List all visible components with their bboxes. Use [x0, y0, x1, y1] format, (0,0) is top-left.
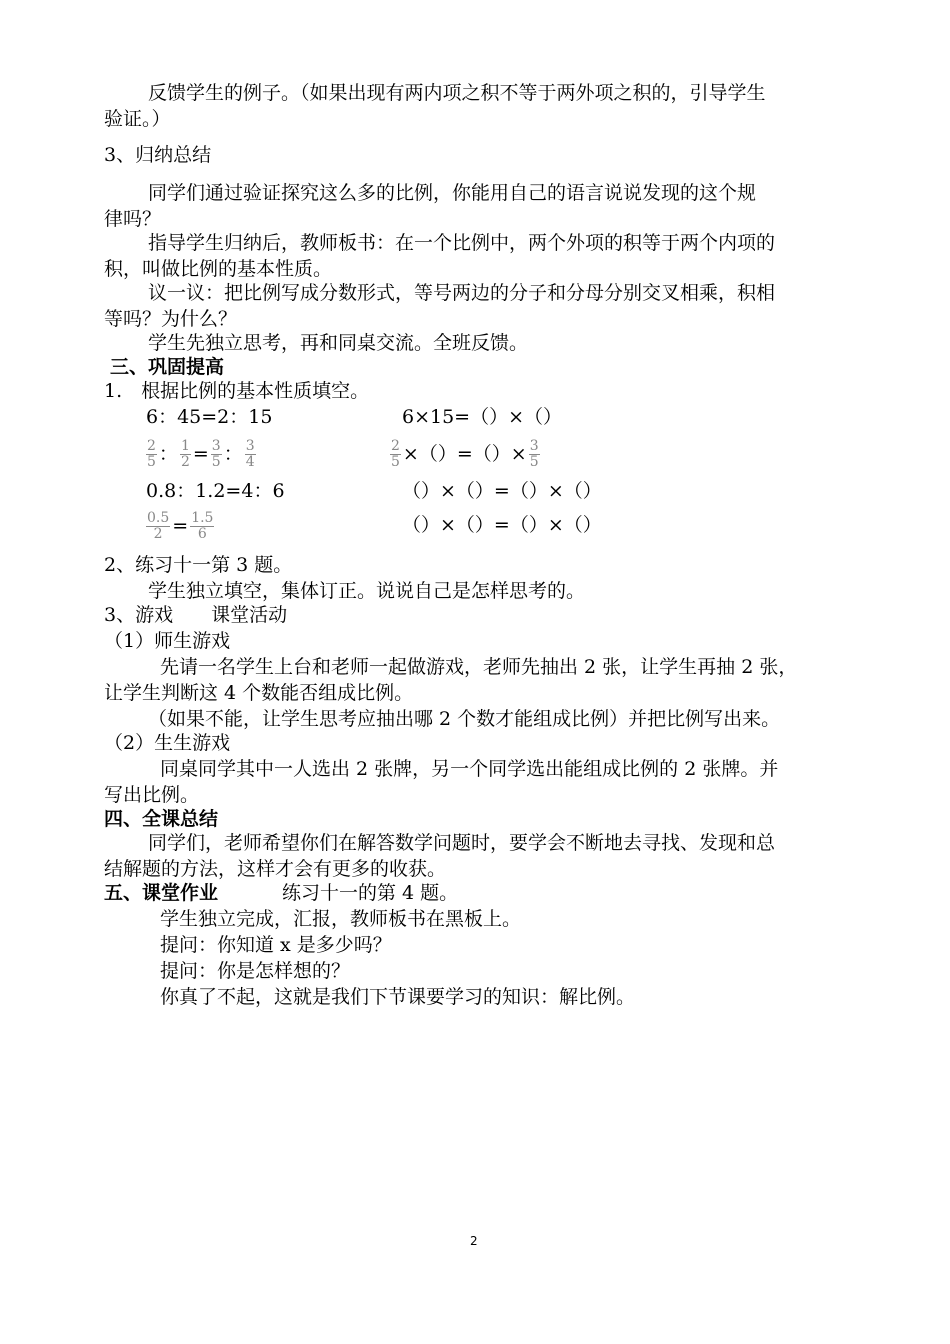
page-number: 2	[470, 1234, 478, 1248]
section-heading-homework: 五、课堂作业	[104, 882, 219, 904]
paragraph-discuss: 议一议：把比例写成分数形式，等号两边的分子和分母分别交叉相乘，积相	[148, 282, 776, 304]
section-heading-summary: 四、全课总结	[104, 808, 219, 830]
paragraph-homework-3: 提问：你是怎样想的？	[160, 960, 351, 982]
fraction: $\frac{1}{2}$	[180, 437, 190, 470]
fraction: $\frac{3}{5}$	[211, 437, 221, 470]
paragraph-feedback: 反馈学生的例子。（如果出现有两内项之积不等于两外项之积的，引导学生	[148, 82, 766, 104]
equation-3-right: （）×（）=（）×（）	[402, 480, 602, 502]
paragraph-summary-cont: 结解题的方法，这样才会有更多的收获。	[104, 858, 447, 880]
section-heading-consolidate: 三、巩固提高	[110, 356, 225, 378]
exercise-item-2: 2、练习十一第 3 题。	[104, 554, 293, 576]
paragraph-board-note: 指导学生归纳后，教师板书：在一个比例中，两个外项的积等于两个内项的	[148, 232, 776, 254]
paragraph-homework-2: 提问：你知道 x 是多少吗？	[160, 934, 392, 956]
equation-3-left: 0.8：1.2=4：6	[146, 480, 285, 502]
exercise-item-1: 1. 根据比例的基本性质填空。	[104, 380, 370, 402]
fraction: $\frac{2}{5}$	[147, 437, 156, 470]
subheading-teacher-game: （1）师生游戏	[104, 630, 231, 652]
exercise-item-3: 3、游戏 课堂活动	[104, 604, 288, 626]
equation-2-left: $\frac{2}{5}$ ： $\frac{1}{2}$ = $\frac{3}{5}$ ： $\frac{3}{4}$	[147, 437, 255, 470]
fraction: $\frac{3}{4}$	[245, 437, 255, 470]
paragraph-board-note-cont: 积，叫做比例的基本性质。	[104, 258, 333, 280]
paragraph-student-game-cont: 写出比例。	[104, 784, 200, 806]
paragraph-teacher-game: 先请一名学生上台和老师一起做游戏，老师先抽出 2 张，让学生再抽 2 张，	[160, 656, 798, 678]
paragraph-summary: 同学们，老师希望你们在解答数学问题时，要学会不断地去寻找、发现和总	[148, 832, 776, 854]
fraction: $\frac{1.5}{6}$	[191, 509, 214, 542]
paragraph-homework-4: 你真了不起，这就是我们下节课要学习的知识：解比例。	[160, 986, 636, 1008]
paragraph-question-cont: 律吗？	[104, 208, 162, 230]
paragraph-teacher-game-cont: 让学生判断这 4 个数能否组成比例。	[104, 682, 414, 704]
paragraph-student-game: 同桌同学其中一人选出 2 张牌，另一个同学选出能组成比例的 2 张牌。并	[160, 758, 779, 780]
paragraph-discuss-cont: 等吗？为什么？	[104, 308, 238, 330]
equation-4-right: （）×（）=（）×（）	[402, 514, 602, 536]
heading-summary: 3、归纳总结	[104, 144, 212, 166]
paragraph-homework-1: 学生独立完成，汇报，教师板书在黑板上。	[160, 908, 522, 930]
fraction: $\frac{2}{5}$	[391, 437, 400, 470]
equation-1-left: 6：45=2：15	[146, 406, 273, 428]
equation-1-right: 6×15=（）×（）	[402, 406, 563, 428]
equation-4-left: $\frac{0.5}{2}$ = $\frac{1.5}{6}$	[147, 509, 214, 542]
homework-assignment: 练习十一的第 4 题。	[282, 882, 459, 904]
exercise-item-2-note: 学生独立填空，集体订正。说说自己是怎样思考的。	[148, 580, 586, 602]
paragraph-teacher-game-note: （如果不能，让学生思考应抽出哪 2 个数才能组成比例）并把比例写出来。	[148, 708, 781, 730]
fraction: $\frac{3}{5}$	[529, 437, 539, 470]
paragraph-feedback-cont: 验证。）	[104, 108, 171, 130]
subheading-student-game: （2）生生游戏	[104, 732, 231, 754]
paragraph-question: 同学们通过验证探究这么多的比例，你能用自己的语言说说发现的这个规	[148, 182, 757, 204]
paragraph-think: 学生先独立思考，再和同桌交流。全班反馈。	[148, 332, 529, 354]
fraction: $\frac{0.5}{2}$	[147, 509, 170, 542]
equation-2-right: $\frac{2}{5}$ ×（）=（）× $\frac{3}{5}$	[391, 437, 539, 470]
